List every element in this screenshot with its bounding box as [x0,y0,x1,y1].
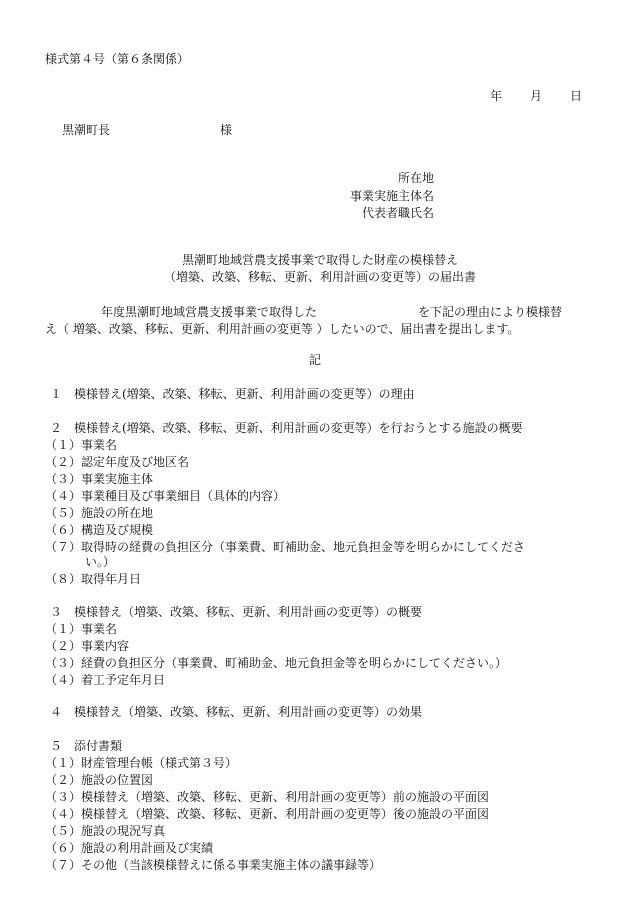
date-month: 月 [530,89,543,103]
form-label: 様式第４号（第６条関係） [45,52,190,66]
s2-item-2: （２）認定年度及び地区名 [45,455,190,469]
date-day: 日 [570,89,583,103]
s2-item-3: （３）事業実施主体 [45,472,154,486]
intro-line1b: を下記の理由により模様替 [418,305,563,319]
applicant-address: 所在地 [397,171,434,185]
section-3: ３ 模様替え（増築、改築、移転、更新、利用計画の変更等）の概要 [50,605,423,619]
s2-item-6: （６）構造及び規模 [45,523,154,537]
s5-item-7: （７）その他（当該模様替えに係る事業実施主体の議事録等） [45,858,382,872]
s3-item-4: （４）着工予定年月日 [45,673,166,687]
s5-item-5: （５）施設の現況写真 [45,824,166,838]
s5-item-6: （６）施設の利用計画及び実績 [45,841,214,855]
addressee-honorific: 様 [220,123,233,137]
section-5: ５ 添付書類 [50,739,123,753]
title-line2: （増築、改築、移転、更新、利用計画の変更等）の届出書 [163,270,476,284]
s5-item-2: （２）施設の位置図 [45,773,154,787]
section-2: ２ 模様替え(増築、改築、移転、更新、利用計画の変更等）を行おうとする施設の概要 [50,421,523,435]
s2-item-4: （４）事業種目及び事業細目（具体的内容） [45,489,286,503]
addressee-title: 黒潮町長 [62,123,111,137]
applicant-rep: 代表者職氏名 [361,206,434,220]
date-year: 年 [490,89,503,103]
s5-item-3: （３）模様替え（増築、改築、移転、更新、利用計画の変更等）前の施設の平面図 [45,790,490,804]
section-4: ４ 模様替え（増築、改築、移転、更新、利用計画の変更等）の効果 [50,705,423,719]
s2-item-7: （７）取得時の経費の負担区分（事業費、町補助金、地元負担金等を明らかにしてくださ [45,540,526,554]
section-1: １ 模様替え(増築、改築、移転、更新、利用計画の変更等）の理由 [50,387,415,401]
s2-item-8: （８）取得年月日 [45,572,142,586]
s5-item-1: （１）財産管理台帳（様式第３号） [45,756,238,770]
s5-item-4: （４）模様替え（増築、改築、移転、更新、利用計画の変更等）後の施設の平面図 [45,807,490,821]
applicant-org: 事業実施主体名 [349,189,434,203]
s2-item-1: （１）事業名 [45,438,118,452]
ki-heading: 記 [308,353,321,367]
s3-item-2: （２）事業内容 [45,639,130,653]
s3-item-1: （１）事業名 [45,622,118,636]
s2-item-7-cont: い。） [85,555,116,569]
intro-line1a: 年度黒潮町地域営農支援事業で取得した [101,305,318,319]
s3-item-3: （３）経費の負担区分（事業費、町補助金、地元負担金等を明らかにしてください。） [45,656,508,670]
title-line1: 黒潮町地域営農支援事業で取得した財産の模様替え [181,253,458,267]
intro-line2: え（ 増築、改築、移転、更新、利用計画の変更等 ）したいので、届出書を提出します。 [45,322,520,336]
s2-item-5: （５）施設の所在地 [45,506,154,520]
